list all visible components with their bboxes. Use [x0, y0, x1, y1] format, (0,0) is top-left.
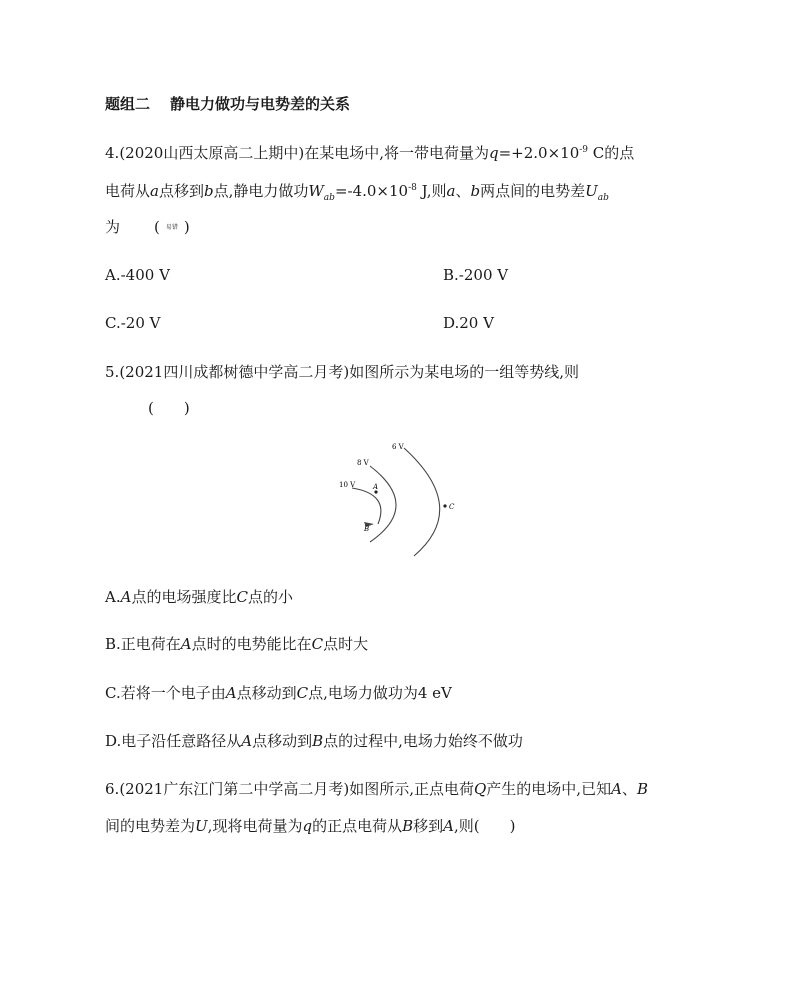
q6-line-1 — [105, 779, 648, 799]
q4-option-d[interactable]: D.20 V — [443, 314, 494, 332]
option-text: 点时的电势能比在 — [191, 635, 312, 653]
label-c: C — [449, 503, 455, 511]
equipotential-line-8v — [370, 466, 396, 542]
q6-text: 移到 — [413, 817, 444, 835]
q6-q: q — [302, 817, 313, 835]
point-a-label: A — [120, 588, 132, 606]
q4-w-val: =-4.0×10 — [334, 182, 409, 200]
point-b-label: B — [312, 732, 324, 750]
section-heading — [105, 94, 350, 114]
q4-option-c[interactable]: C.-20 V — [105, 314, 161, 332]
q4-source: (2020山西太原高二上期中) — [119, 144, 305, 162]
option-text: D.电子沿任意路径从 — [105, 732, 242, 750]
q6-text: ,则 — [453, 817, 474, 835]
q4-text: 、 — [455, 182, 471, 200]
q5-option-c[interactable] — [105, 683, 452, 703]
q6-text: 、 — [621, 780, 637, 798]
q4-u-var: U — [585, 182, 598, 200]
point-c-label: C — [311, 635, 324, 653]
q5-answer-paren: ( ) — [148, 399, 190, 417]
option-text: C.若将一个电子由 — [105, 684, 226, 702]
q4-point-a: a — [150, 182, 159, 200]
q5-number: 5. — [105, 363, 120, 381]
label-10v: 10 V — [339, 481, 356, 489]
answer-paren: ( — [154, 218, 160, 236]
point-a-label: A — [225, 684, 237, 702]
q4-line-2 — [105, 181, 609, 201]
option-text: B.正电荷在 — [105, 635, 181, 653]
section-label: 题组二 — [105, 95, 151, 113]
q6-charge-q: Q — [473, 780, 487, 798]
point-c — [443, 504, 446, 507]
option-text: 点的电场强度比 — [131, 588, 237, 606]
q4-text: 点移到 — [158, 182, 204, 200]
q4-option-b[interactable]: B.-200 V — [443, 266, 509, 284]
q4-line-3 — [105, 217, 190, 238]
label-8v: 8 V — [357, 459, 369, 467]
section-title: 静电力做功与电势差的关系 — [170, 95, 351, 113]
q6-point-a: A — [443, 817, 454, 835]
q4-q-exp: -9 — [579, 145, 589, 155]
q5-line-1 — [105, 362, 579, 382]
q4-line-1 — [105, 143, 634, 163]
q4-q-val: =+2.0×10 — [498, 144, 580, 162]
q4-text: 在某电场中,将一带电荷量为 — [304, 144, 489, 162]
label-a: A — [373, 483, 379, 491]
q6-u: U — [195, 817, 208, 835]
option-text: 点,电场力做功为4 eV — [308, 684, 452, 702]
q4-point-b: b — [470, 182, 481, 200]
q6-point-b: B — [636, 780, 648, 798]
q5-option-a[interactable] — [105, 587, 293, 607]
q6-text: 的正点电荷从 — [312, 817, 403, 835]
q4-point-a: a — [446, 182, 456, 200]
q5-source: (2021四川成都树德中学高二月考) — [119, 363, 350, 381]
q4-text: 为 — [105, 218, 121, 236]
q4-text: 电荷从 — [105, 182, 151, 200]
q6-answer-paren: ( ) — [473, 817, 516, 835]
q4-number: 4. — [105, 144, 120, 162]
q6-line-2 — [105, 816, 515, 836]
q6-source: (2021广东江门第二中学高二月考) — [119, 780, 350, 798]
q6-text: ,现将电荷量为 — [207, 817, 303, 835]
q5-option-b[interactable] — [105, 634, 368, 654]
option-text: 点时大 — [323, 635, 369, 653]
q4-q-var: q — [488, 144, 499, 162]
label-6v: 6 V — [392, 443, 404, 451]
q4-text: J,则 — [416, 182, 447, 200]
option-text: 点的小 — [247, 588, 293, 606]
option-text: A. — [105, 588, 121, 606]
point-c-label: C — [296, 684, 309, 702]
point-c-label: C — [236, 588, 248, 606]
q4-text: 两点间的电势差 — [480, 182, 586, 200]
q6-point-b: B — [402, 817, 414, 835]
q4-w-exp: -8 — [408, 183, 417, 193]
option-text: 点移动到 — [252, 732, 313, 750]
q5-option-d[interactable] — [105, 731, 523, 751]
option-text: 点移动到 — [236, 684, 297, 702]
q4-u-sub: ab — [597, 193, 609, 203]
q4-w-sub: ab — [323, 193, 335, 203]
q6-text: 间的电势差为 — [105, 817, 196, 835]
q4-q-unit: C的点 — [588, 144, 635, 162]
point-a-label: A — [241, 732, 253, 750]
error-prone-tag: 易错 — [165, 224, 178, 231]
q4-text: 点,静电力做功 — [213, 182, 309, 200]
point-a-label: A — [180, 635, 192, 653]
q4-w-var: W — [308, 182, 324, 200]
q5-stem: 如图所示为某电场的一组等势线,则 — [349, 363, 579, 381]
q6-number: 6. — [105, 780, 120, 798]
option-text: 点的过程中,电场力始终不做功 — [323, 732, 523, 750]
q4-point-b: b — [203, 182, 214, 200]
q4-option-a[interactable]: A.-400 V — [105, 266, 170, 284]
q6-text: 产生的电场中,已知 — [486, 780, 612, 798]
equipotential-figure — [330, 436, 470, 562]
q6-point-a: A — [611, 780, 622, 798]
label-b: B — [364, 525, 370, 533]
q6-text: 如图所示,正点电荷 — [349, 780, 474, 798]
equipotential-line-6v — [404, 448, 440, 556]
answer-paren: ) — [183, 218, 190, 236]
